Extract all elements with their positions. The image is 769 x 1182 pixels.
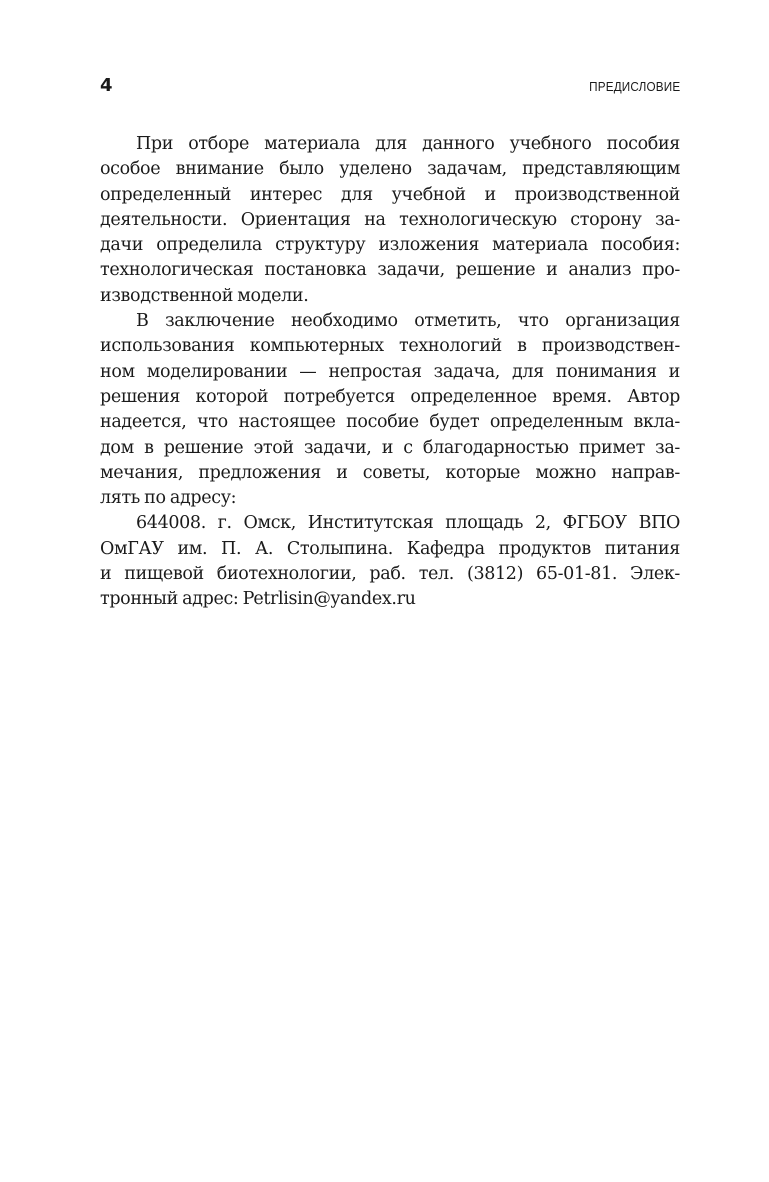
- text-line: ном моделировании — непростая задача, для понимания и: [100, 361, 680, 382]
- text-line: решения которой потребуется определенное время. Автор: [100, 386, 680, 407]
- text-line: лять по адресу:: [100, 488, 237, 509]
- text-line: определенный интерес для учебной и производственной: [100, 184, 680, 205]
- text-line: дом в решение этой задачи, и с благодарностью примет за-: [100, 437, 680, 458]
- text-line: При отборе материала для данного учебного пособия: [136, 134, 680, 154]
- text-line: мечания, предложения и советы, которые можно направ-: [100, 462, 680, 483]
- text-line: дачи определила структуру изложения материала пособия:: [100, 235, 680, 256]
- text-line: использования компьютерных технологий в производствен-: [100, 336, 680, 357]
- page-header: [100, 74, 680, 100]
- text-line: деятельности. Ориентация на технологическую сторону за-: [100, 209, 680, 230]
- text-line: В заключение необходимо отметить, что организация: [136, 311, 680, 332]
- text-line: тронный адрес: Petrlisin@yandex.ru: [100, 589, 416, 610]
- paragraph-address: [100, 511, 680, 612]
- text-line: особое внимание было уделено задачам, представляющим: [100, 159, 680, 180]
- text-line: технологическая постановка задачи, решение и анализ про-: [100, 260, 680, 281]
- page-number: 4: [100, 75, 113, 96]
- text-line: изводственной модели.: [100, 285, 309, 306]
- text-line: и пищевой биотехнологии, раб. тел. (3812) 65-01-81. Элек-: [100, 564, 680, 585]
- text-line: 644008. г. Омск, Институтская площадь 2, ФГБОУ ВПО: [136, 513, 680, 534]
- body-text: [100, 132, 680, 613]
- paragraph-conclusion: [100, 309, 680, 511]
- text-line: ОмГАУ им. П. А. Столыпина. Кафедра продуктов питания: [100, 538, 680, 559]
- running-head: ПРЕДИСЛОВИЕ: [588, 79, 680, 94]
- text-line: надеется, что настоящее пособие будет определенным вкла-: [100, 412, 680, 433]
- paragraph-material-selection: [100, 132, 680, 309]
